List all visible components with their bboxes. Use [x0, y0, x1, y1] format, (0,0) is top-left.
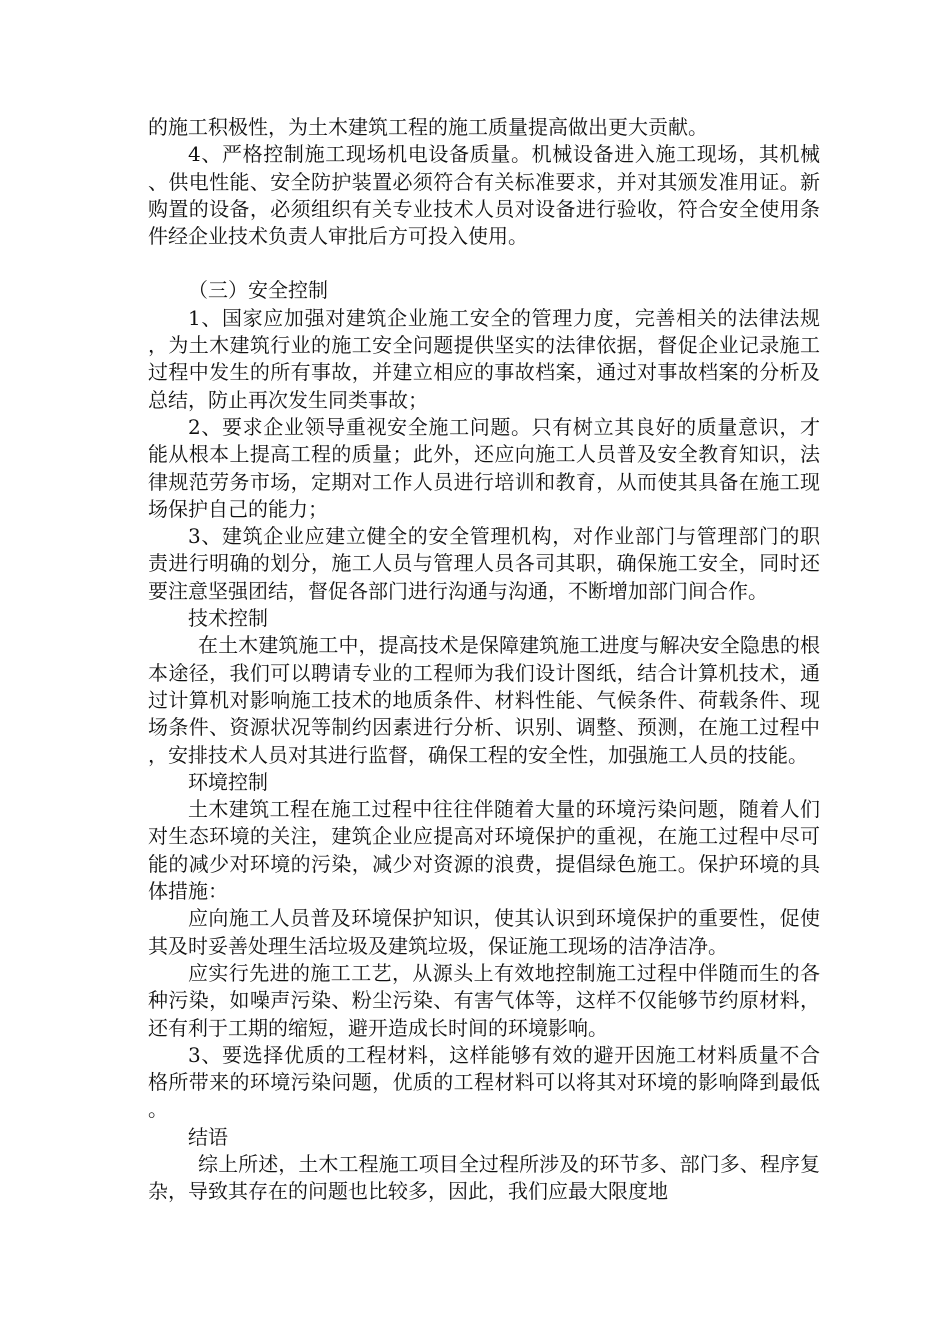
section-heading-conclusion: 结语: [188, 1124, 228, 1149]
paragraph-environment-intro: 土木建筑工程在施工过程中往往伴随着大量的环境污染问题，随着人们对生态环境的关注，建筑企业应提高对环境保护的重视，在施工过程中尽可能的减少对环境的污染，减少对资源的浪费，提倡绿色施工。保护环境的具体措施：: [148, 797, 820, 904]
paragraph-environment-measure-1: 应向施工人员普及环境保护知识，使其认识到环境保护的重要性，促使其及时妥善处理生活垃圾及建筑垃圾，保证施工现场的洁净洁净。: [148, 906, 820, 958]
document-body: [148, 114, 820, 1206]
section-heading-technical-control: 技术控制: [188, 606, 268, 631]
paragraph-safety-1: 1、国家应加强对建筑企业施工安全的管理力度，完善相关的法律法规，为土木建筑行业的施工安全问题提供坚实的法律依据，督促企业记录施工过程中发生的所有事故，并建立相应的事故档案，通过对事故档案的分析及总结，防止再次发生同类事故；: [148, 305, 820, 412]
paragraph-environment-measure-3: 3、要选择优质的工程材料，这样能够有效的避开因施工材料质量不合格所带来的环境污染问题，优质的工程材料可以将其对环境的影响降到最低。: [148, 1042, 820, 1122]
paragraph-conclusion: 综上所述，土木工程施工项目全过程所涉及的环节多、部门多、程序复杂，导致其存在的问题也比较多，因此，我们应最大限度地: [148, 1151, 820, 1204]
paragraph-safety-2: 2、要求企业领导重视安全施工问题。只有树立其良好的质量意识，才能从根本上提高工程的质量；此外，还应向施工人员普及安全教育知识，法律规范劳务市场，定期对工作人员进行培训和教育，从而使其具备在施工现场保护自己的能力；: [148, 414, 820, 521]
paragraph-spacer: [148, 250, 820, 277]
section-heading-environment-control: 环境控制: [188, 769, 268, 794]
paragraph-technical-control: 在土木建筑施工中，提高技术是保障建筑施工进度与解决安全隐患的根本途径，我们可以聘请专业的工程师为我们设计图纸，结合计算机技术，通过计算机对影响施工技术的地质条件、材料性能、气候条件、荷载条件、现场条件、资源状况等制约因素进行分析、识别、调整、预测，在施工过程中，安排技术人员对其进行监督，确保工程的安全性，加强施工人员的技能。: [148, 633, 820, 767]
paragraph-environment-measure-2: 应实行先进的施工工艺，从源头上有效地控制施工过程中伴随而生的各种污染，如噪声污染、粉尘污染、有害气体等，这样不仅能够节约原材料，还有利于工期的缩短，避开造成长时间的环境影响。: [148, 960, 820, 1040]
paragraph-continuation: 的施工积极性，为土木建筑工程的施工质量提高做出更大贡献。: [148, 115, 708, 139]
paragraph-safety-3: 3、建筑企业应建立健全的安全管理机构，对作业部门与管理部门的职责进行明确的划分，施工人员与管理人员各司其职，确保施工安全，同时还要注意坚强团结，督促各部门进行沟通与沟通，不断增加部门间合作。: [148, 524, 820, 603]
section-heading-safety-control: （三）安全控制: [188, 278, 328, 303]
paragraph-equipment-quality: 4、严格控制施工现场机电设备质量。机械设备进入施工现场，其机械、供电性能、安全防护装置必须符合有关标准要求，并对其颁发准用证。新购置的设备，必须组织有关专业技术人员对设备进行验收，符合安全使用条件经企业技术负责人审批后方可投入使用。: [148, 142, 820, 249]
